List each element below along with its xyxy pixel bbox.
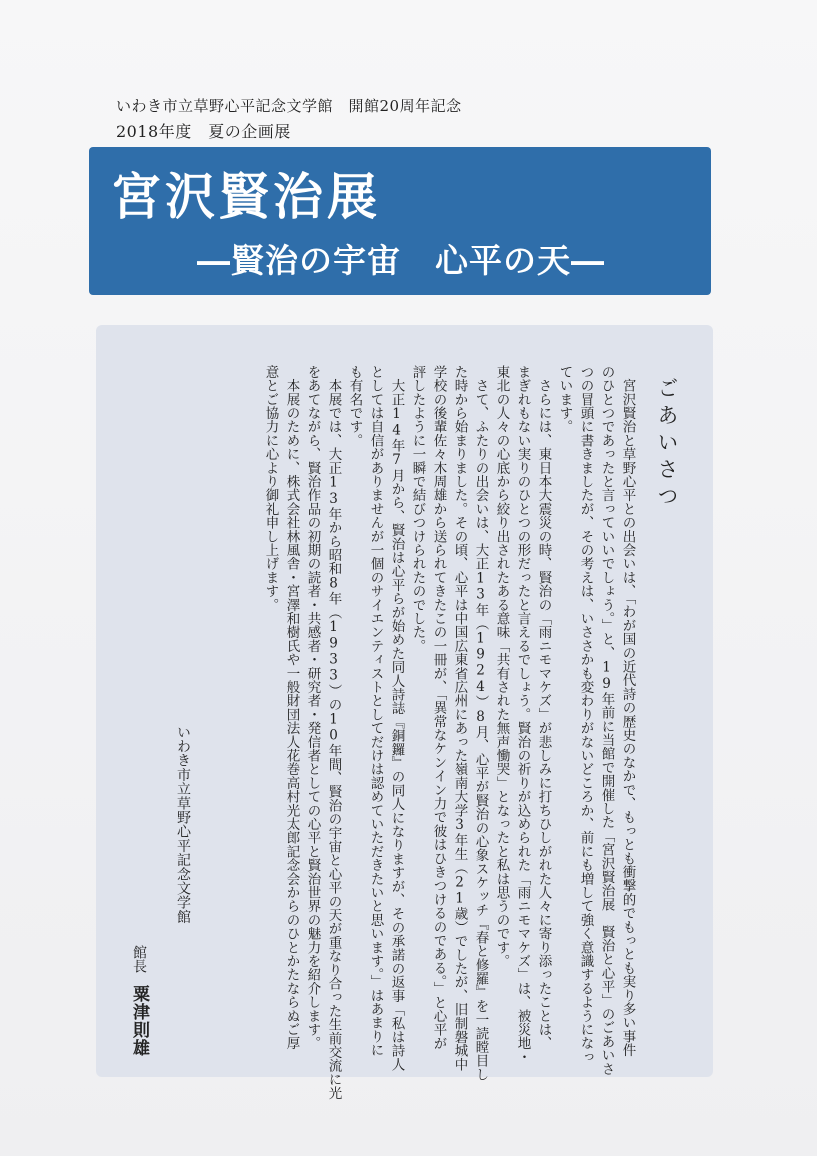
- greeting-column: 東北の人々の心底から絞り出されたある意味「共有された無声慟哭」となったと私は思うのです。: [493, 365, 510, 968]
- greeting-column: 大正14年7月から、賢治は心平らが始めた同人詩誌『銅鑼』の同人になりますが、その承諾の返事「私は詩人: [388, 365, 405, 1072]
- greeting-column: 宮沢賢治と草野心平との出会いは、「わが国の近代詩の歴史のなかで、もっとも衝撃的でもっとも実り多い事件: [619, 365, 636, 1057]
- greeting-column: をあてながら、賢治作品の初期の読者・共感者・研究者・発信者としての心平と賢治世界の魅力を紹介します。: [304, 365, 321, 1050]
- greeting-panel: [96, 325, 713, 1100]
- title-banner: [89, 147, 711, 295]
- greeting-column: さて、ふたりの出会いは、大正13年（1924）8月、心平が賢治の心象スケッチ『春と修羅』を一読瞠目し: [472, 365, 489, 1082]
- exhibition-title: 宮沢賢治展: [111, 167, 381, 226]
- signature-name: 粟津則雄: [129, 985, 149, 1057]
- greeting-column: 本展のために、株式会社林風舎・宮澤和樹氏や一般財団法人花巻高村光太郎記念会からのひとかたならぬご厚: [283, 365, 300, 1050]
- signature-organization: いわき市立草野心平記念文学館: [175, 725, 191, 924]
- greeting-column: 本展では、大正13年から昭和8年（1933）の10年間、賢治の宇宙と心平の天が重なり合った生前交流に光: [325, 365, 342, 1100]
- header-anniversary-line: いわき市立草野心平記念文学館 開館20周年記念: [116, 97, 462, 115]
- signature-role: 館長: [131, 945, 147, 974]
- exhibition-subtitle: ―賢治の宇宙 心平の天―: [197, 241, 605, 280]
- greeting-column: 評したように一瞬で結びつけられたのでした。: [409, 365, 426, 653]
- greeting-column: ています。: [556, 365, 573, 434]
- greeting-column: つの冒頭に書きましたが、その考えは、いささかも変わりがないどころか、前にも増して強く意識するようになっ: [577, 365, 594, 1064]
- greeting-column: た時から始まりました。その頃、心平は中国広東省広州にあった嶺南大学3年生（21歳）でしたが、旧制磐城中: [451, 365, 468, 1072]
- greeting-column: 学校の後輩佐々木周雄から送られてきたこの一冊が、「異常なケンイン力で彼はひきつけるのである。」と心平が: [430, 365, 447, 1051]
- greeting-column: としては自信がありませんが一個のサイエンティストとしてだけは認めていただきたいと思います。」はあまりに: [367, 365, 384, 1057]
- greeting-column: まぎれもない実りのひとつの形だったと言えるでしょう。賢治の祈りが込められた「雨ニモマケズ」は、被災地・: [514, 365, 531, 1064]
- header-exhibition-line: 2018年度 夏の企画展: [116, 122, 291, 141]
- greeting-column: も有名です。: [346, 365, 363, 448]
- greeting-column: のひとつであったと言っていいでしょう。」と、19年前に当館で開催した「宮沢賢治展 賢治と心平」のごあいさ: [598, 365, 615, 1076]
- greeting-column: さらには、東日本大震災の時、賢治の「雨ニモマケズ」が悲しみに打ちひしがれた人々に寄り添ったことは、: [535, 365, 552, 1050]
- greeting-column: 意とご協力に心より御礼申し上げます。: [262, 365, 279, 612]
- greeting-heading: ごあいさつ: [655, 377, 679, 512]
